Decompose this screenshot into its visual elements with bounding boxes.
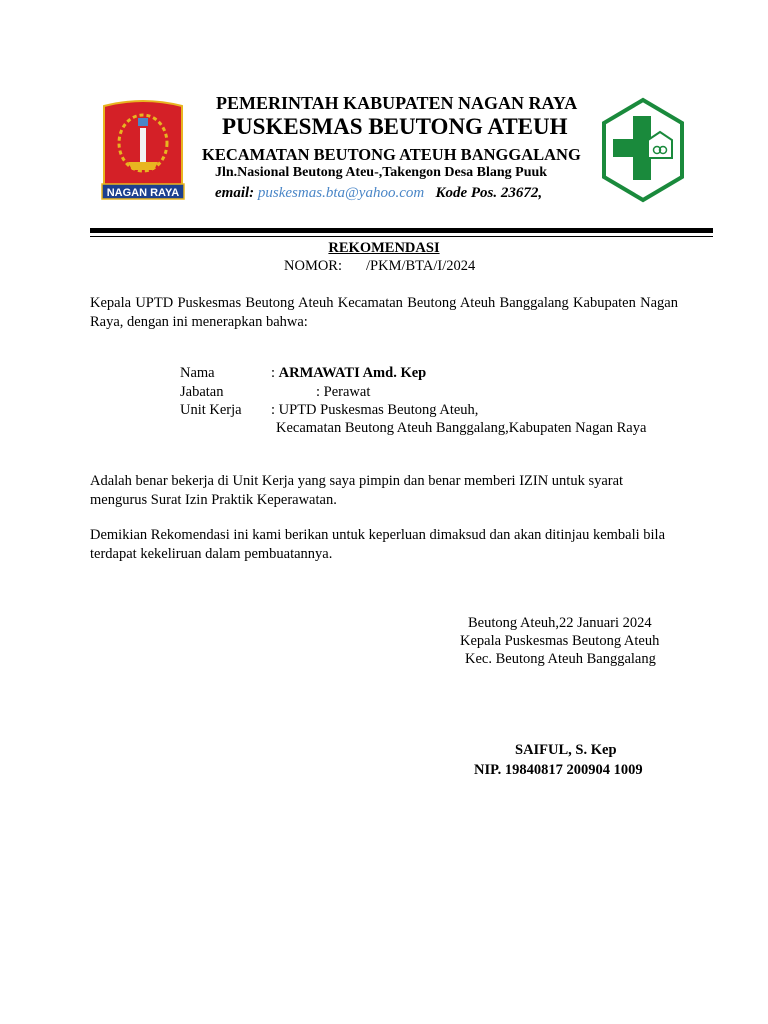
email-link[interactable]: puskesmas.bta@yahoo.com xyxy=(257,185,425,201)
nama-field: : ARMAWATI Amd. Kep xyxy=(271,365,427,381)
document-number xyxy=(284,258,475,275)
header-divider-thin xyxy=(90,236,713,237)
nama-value: ARMAWATI Amd. Kep xyxy=(278,365,427,381)
header-kecamatan: KECAMATAN BEUTONG ATEUH BANGGALANG xyxy=(202,145,581,164)
unit-field: : UPTD Puskesmas Beutong Ateuh, xyxy=(271,402,479,418)
unit-value-1: UPTD Puskesmas Beutong Ateuh, xyxy=(278,402,479,418)
email-label: email: xyxy=(215,185,255,201)
nomor-value: /PKM/BTA/I/2024 xyxy=(366,258,476,274)
header-government: PEMERINTAH KABUPATEN NAGAN RAYA xyxy=(216,93,578,113)
postal-code: Kode Pos. 23672, xyxy=(435,185,543,201)
document-title: REKOMENDASI xyxy=(328,240,440,256)
emblem-label: NAGAN RAYA xyxy=(106,187,180,199)
header-puskesmas: PUSKESMAS BEUTONG ATEUH xyxy=(222,114,568,139)
header-divider xyxy=(90,228,713,233)
signatory-nip: NIP. 19840817 200904 1009 xyxy=(474,762,643,778)
jabatan-field: : Perawat xyxy=(316,384,371,400)
unit-label: Unit Kerja xyxy=(180,402,242,418)
header-contact xyxy=(215,185,542,202)
nomor-label: NOMOR: xyxy=(284,258,343,274)
signatory-name: SAIFUL, S. Kep xyxy=(515,742,617,758)
nagan-raya-emblem-icon xyxy=(98,98,188,203)
body-paragraph-2: Demikian Rekomendasi ini kami berikan untuk keperluan dimaksud dan akan ditinjau kembali bila terdapat kekeliruan dalam pembuatannya. xyxy=(90,527,666,562)
jabatan-value: Perawat xyxy=(323,384,371,400)
body-paragraph-1: Adalah benar bekerja di Unit Kerja yang saya pimpin dan benar memberi IZIN untuk syarat mengurus Surat Izin Praktik Keperawatan. xyxy=(90,473,624,508)
puskesmas-logo-icon xyxy=(600,96,686,204)
header-address: Jln.Nasional Beutong Ateu-,Takengon Desa Blang Puuk xyxy=(215,165,548,180)
jabatan-label: Jabatan xyxy=(180,384,224,400)
signature-position-1: Kepala Puskesmas Beutong Ateuh xyxy=(460,633,660,649)
nama-label: Nama xyxy=(180,365,215,381)
signature-place-date: Beutong Ateuh,22 Januari 2024 xyxy=(468,615,652,631)
unit-value-2: Kecamatan Beutong Ateuh Banggalang,Kabupaten Nagan Raya xyxy=(276,420,647,436)
signature-position-2: Kec. Beutong Ateuh Banggalang xyxy=(465,651,656,667)
intro-paragraph: Kepala UPTD Puskesmas Beutong Ateuh Kecamatan Beutong Ateuh Banggalang Kabupaten Nagan Raya, dengan ini menerapkan bahwa: xyxy=(90,295,678,330)
